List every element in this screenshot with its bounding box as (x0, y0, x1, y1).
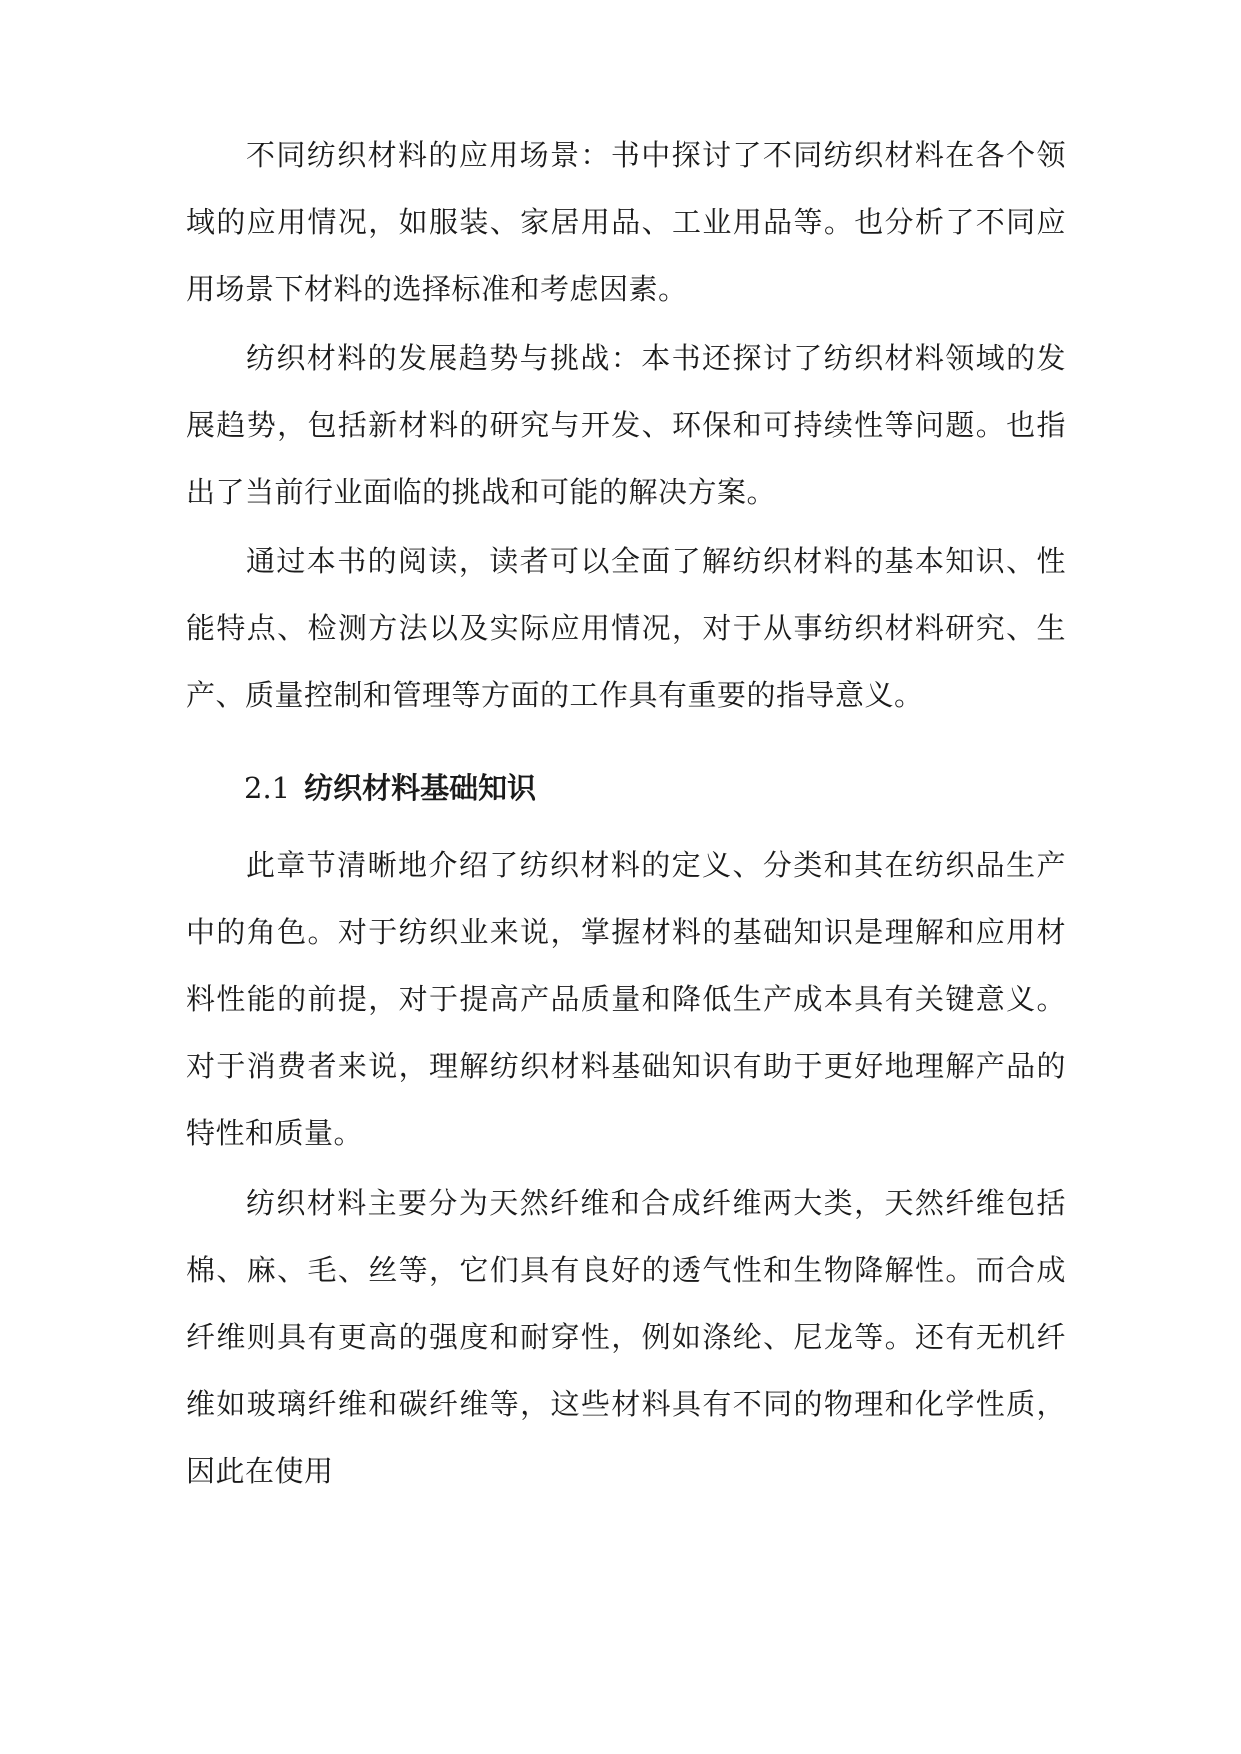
paragraph-reading-summary: 通过本书的阅读，读者可以全面了解纺织材料的基本知识、性能特点、检测方法以及实际应用情况，对于从事纺织材料研究、生产、质量控制和管理等方面的工作具有重要的指导意义。 (186, 544, 1066, 712)
section-number: 2.1 (244, 771, 291, 805)
paragraph-section-intro: 此章节清晰地介绍了纺织材料的定义、分类和其在纺织品生产中的角色。对于纺织业来说，掌握材料的基础知识是理解和应用材料性能的前提，对于提高产品质量和降低生产成本具有关键意义。对于消费者来说，理解纺织材料基础知识有助于更好地理解产品的特性和质量。 (186, 848, 1066, 1150)
paragraph-application-scenarios: 不同纺织材料的应用场景：书中探讨了不同纺织材料在各个领域的应用情况，如服装、家居用品、工业用品等。也分析了不同应用场景下材料的选择标准和考虑因素。 (186, 138, 1066, 306)
paragraph-fiber-classification: 纺织材料主要分为天然纤维和合成纤维两大类，天然纤维包括棉、麻、毛、丝等，它们具有良好的透气性和生物降解性。而合成纤维则具有更高的强度和耐穿性，例如涤纶、尼龙等。还有无机纤维如玻璃纤维和碳纤维等，这些材料具有不同的物理和化学性质，因此在使用 (186, 1186, 1066, 1488)
section-title: 纺织材料基础知识 (304, 771, 537, 805)
section-heading (244, 768, 536, 808)
paragraph-development-trends: 纺织材料的发展趋势与挑战：本书还探讨了纺织材料领域的发展趋势，包括新材料的研究与开发、环保和可持续性等问题。也指出了当前行业面临的挑战和可能的解决方案。 (186, 341, 1066, 509)
